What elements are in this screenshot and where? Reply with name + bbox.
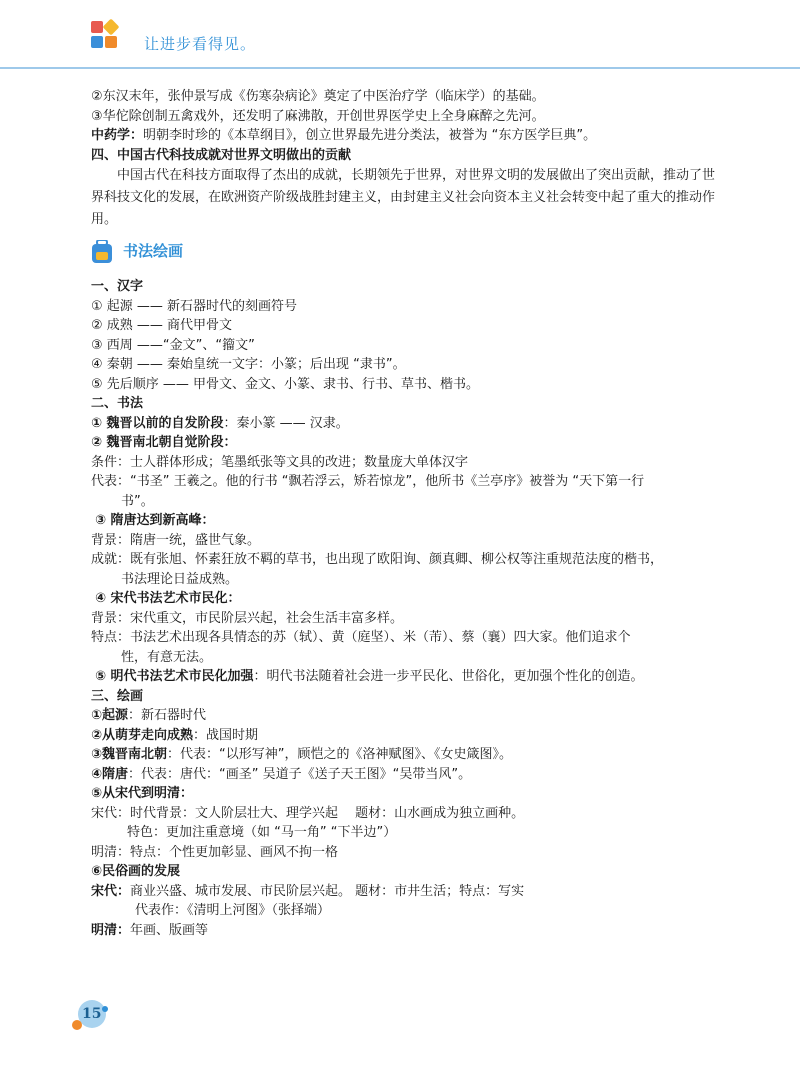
list-item: ⑤ 先后顺序 —— 甲骨文、金文、小篆、隶书、行书、草书、楷书。: [91, 376, 480, 392]
text-line: 代表作：《清明上河图》（张择端）: [135, 903, 331, 918]
text-line: [91, 882, 716, 902]
list-item: ③ 西周 ——“金文”、“籀文”: [91, 337, 255, 353]
list-item: ① 起源 —— 新石器时代的刻画符号: [91, 298, 298, 314]
text-line: 特色：更加注重意境（如 “马一角” “下半边”）: [127, 825, 397, 840]
header-divider: [0, 67, 800, 69]
text-span: ：: [223, 435, 237, 450]
text-line: [91, 745, 716, 765]
bold-label: 明清：: [91, 922, 131, 938]
text-line: 代表：“书圣” 王羲之。他的行书 “飘若浮云，矫若惊龙”，他所书《兰亭序》被誉为 “天下第一行: [91, 474, 645, 489]
heading-huihua: 三、绘画: [91, 688, 144, 704]
section-title: 书法绘画: [123, 242, 184, 261]
text-line: ③华佗除创制五禽戏外，还发明了麻沸散，开创世界医学史上全身麻醉之先河。: [91, 108, 545, 124]
text-line: 书法理论日益成熟。: [121, 571, 239, 587]
text-span: ：明代书法随着社会进一步平民化、世俗化，更加强个性化的创造。: [253, 669, 644, 684]
text-span: ：: [227, 591, 241, 606]
bold-label: ①起源: [91, 708, 129, 723]
text-span: ：: [180, 786, 194, 801]
bold-label: ③魏晋南北朝: [91, 747, 168, 762]
bold-label: 宋代：: [91, 883, 131, 899]
section-header: [91, 237, 716, 267]
bold-label: ① 魏晋以前的自发阶段: [91, 415, 224, 431]
text-span: ：战国时期: [193, 727, 259, 743]
bold-label: ② 魏晋南北朝自觉阶段: [91, 435, 224, 450]
page-content: [91, 87, 716, 940]
bold-label: ③ 隋唐达到新高峰: [95, 513, 202, 528]
bold-label: ④隋唐: [91, 766, 129, 782]
text-span: ：代表：“以形写神”，顾恺之的《洛神赋图》、《女史箴图》。: [167, 747, 512, 762]
text-span: 明朝李时珍的《本草纲目》，创立世界最先进分类法，被誉为 “东方医学巨典”。: [143, 128, 597, 143]
list-item: ④ 秦朝 —— 秦始皇统一文字：小篆；后出现 “隶书”。: [91, 357, 406, 372]
text-line: 书”。: [121, 493, 154, 509]
bold-label: ⑤从宋代到明清: [91, 786, 181, 801]
text-span: 商业兴盛、城市发展、市民阶层兴起。 题材：市井生活；特点：写实: [130, 883, 525, 899]
text-line: [91, 726, 716, 746]
text-line: 明清：特点：个性更加彰显、画风不拘一格: [91, 844, 339, 860]
text-line: 成就：既有张旭、怀素狂放不羁的草书，也出现了欧阳询、颜真卿、柳公权等注重规范法度的楷书，: [91, 552, 664, 567]
heading-shufa: 二、书法: [91, 396, 144, 411]
text-line: 宋代：时代背景：文人阶层壮大、理学兴起 题材：山水画成为独立画种。: [91, 805, 525, 821]
page-number-badge: [78, 1000, 108, 1030]
slogan: 让进步看得见。: [144, 35, 257, 53]
decor-dot: [102, 1006, 108, 1012]
text-span: ：秦小篆 —— 汉隶。: [223, 415, 349, 431]
text-line: [91, 414, 716, 434]
text-line: 特点：书法艺术出现各具情态的苏（轼）、黄（庭坚）、米（芾）、蔡（襄）四大家。他们追求个: [91, 630, 631, 645]
text-line: 性，有意无法。: [121, 649, 213, 665]
text-line: ②东汉末年，张仲景写成《伤寒杂病论》奠定了中医治疗学（临床学）的基础。: [91, 89, 545, 104]
text-line: [91, 921, 716, 941]
text-span: ：代表：唐代：“画圣” 吴道子《送子天王图》“吴带当风”。: [128, 766, 472, 782]
text-line: [91, 433, 716, 453]
paragraph: 中国古代在科技方面取得了杰出的成就，长期领先于世界，对世界文明的发展做出了突出贡献，推动了世界科技文化的发展，在欧洲资产阶级战胜封建主义，由封建主义社会向资本主义社会转变中起了重大的推动作用。: [91, 168, 716, 227]
text-line: 背景：隋唐一统，盛世气象。: [91, 532, 261, 548]
bold-label: 中药学：: [91, 128, 144, 143]
bold-label: ②从萌芽走向成熟: [91, 727, 194, 743]
text-line: [91, 706, 716, 726]
page-number: 15: [82, 1006, 102, 1022]
brand-logo-icon: [91, 21, 123, 51]
text-line: [91, 589, 716, 609]
backpack-icon: [91, 240, 113, 264]
bold-label: ⑤ 明代书法艺术市民化加强: [95, 669, 254, 684]
text-line: 条件：士人群体形成；笔墨纸张等文具的改进；数量庞大单体汉字: [91, 454, 469, 470]
heading-hanzi: 一、汉字: [91, 279, 144, 294]
text-line: ⑥民俗画的发展: [91, 864, 181, 879]
text-line: [91, 765, 716, 785]
text-span: ：: [201, 513, 215, 528]
text-line: [91, 784, 716, 804]
text-line: [91, 126, 716, 146]
bold-label: ④ 宋代书法艺术市民化: [95, 591, 228, 606]
text-line: [91, 667, 716, 687]
list-item: ② 成熟 —— 商代甲骨文: [91, 318, 233, 333]
decor-dot: [72, 1020, 82, 1030]
text-line: [91, 511, 716, 531]
page-header: [0, 0, 800, 68]
text-span: ：新石器时代: [128, 708, 207, 723]
text-span: 年画、版画等: [130, 922, 209, 938]
text-line: 背景：宋代重文，市民阶层兴起，社会生活丰富多样。: [91, 610, 404, 626]
heading-contribution: 四、中国古代科技成就对世界文明做出的贡献: [91, 147, 352, 163]
